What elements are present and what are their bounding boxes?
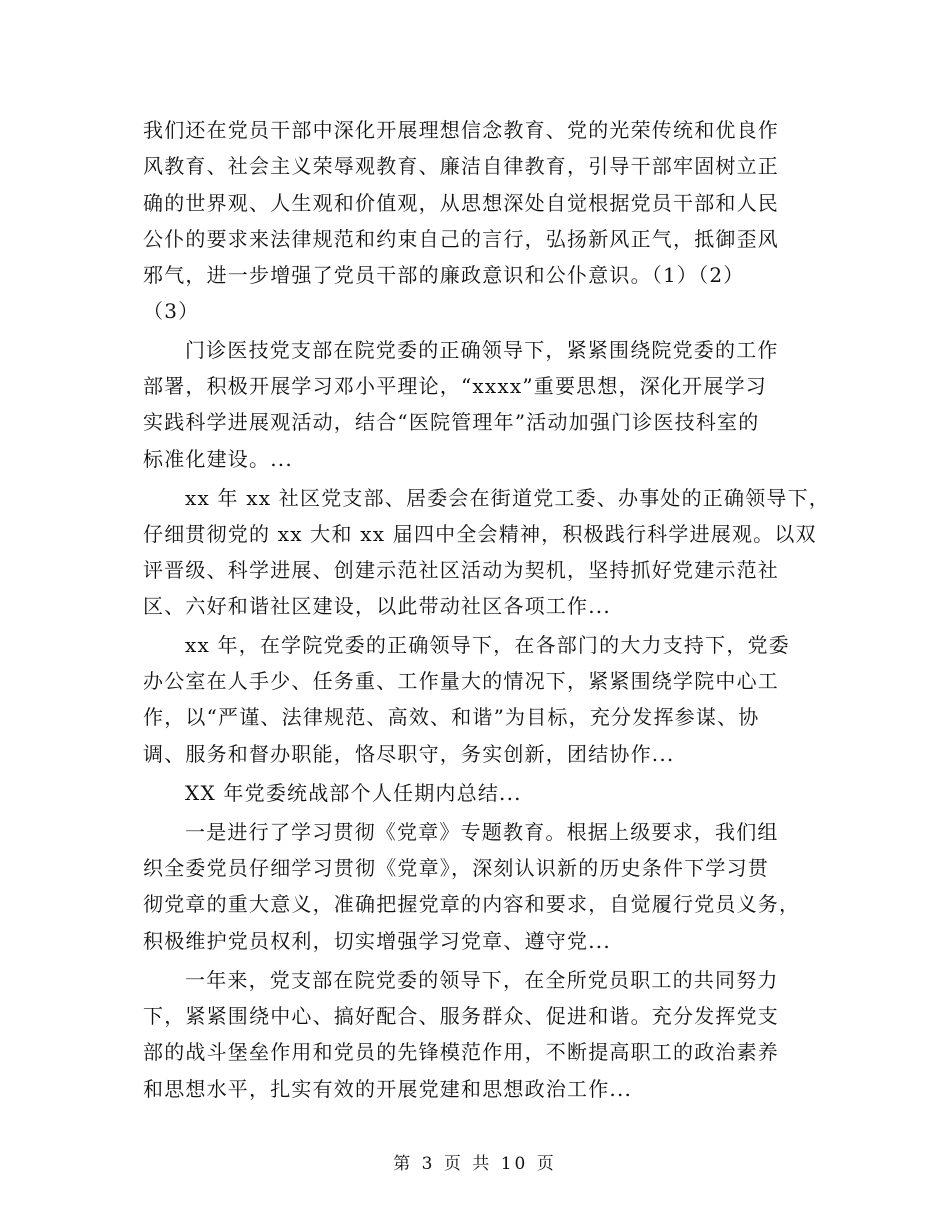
text-line: 和思想水平，扎实有效的开展党建和思想政治工作... bbox=[143, 1077, 633, 1101]
text-line: 织全委党员仔细学习贯彻《党章》，深刻认识新的历史条件下学习贯 bbox=[143, 856, 769, 880]
text-line: xx 年，在学院党委的正确领导下，在各部门的大力支持下，党委 bbox=[185, 633, 790, 657]
text-line: 积极维护党员权利，切实增强学习党章、遵守党... bbox=[143, 929, 611, 953]
text-line: 风教育、社会主义荣辱观教育、廉洁自律教育，引导干部牢固树立正 bbox=[143, 154, 779, 178]
text-line: 我们还在党员干部中深化开展理想信念教育、党的光荣传统和优良作 bbox=[143, 118, 779, 142]
text-line: 彻党章的重大意义，准确把握党章的内容和要求，自觉履行党员义务， bbox=[143, 892, 801, 916]
text-line: 办公室在人手少、任务重、工作量大的情况下，紧紧围绕学院中心工 bbox=[143, 669, 779, 693]
text-line: xx 年 xx 社区党支部、居委会在街道党工委、办事处的正确领导下， bbox=[185, 486, 830, 510]
text-line: 部的战斗堡垒作用和党员的先锋模范作用，不断提高职工的政治素养 bbox=[143, 1040, 779, 1064]
text-line: 邪气，进一步增强了党员干部的廉政意识和公仆意识。（1）（2） bbox=[143, 263, 745, 287]
text-line: 标准化建设。... bbox=[143, 447, 293, 471]
text-line: 公仆的要求来法律规范和约束自己的言行，弘扬新风正气，抵御歪风 bbox=[143, 227, 779, 251]
text-line: 一是进行了学习贯彻《党章》专题教育。根据上级要求，我们组 bbox=[185, 820, 779, 844]
text-line: 一年来，党支部在院党委的领导下，在全所党员职工的共同努力 bbox=[185, 968, 779, 992]
text-line: 门诊医技党支部在院党委的正确领导下，紧紧围绕院党委的工作 bbox=[185, 338, 779, 362]
text-line: 实践科学进展观活动，结合“医院管理年”活动加强门诊医技科室的 bbox=[143, 410, 760, 434]
text-line: 评晋级、科学进展、创建示范社区活动为契机，坚持抓好党建示范社 bbox=[143, 558, 779, 582]
page-number-footer: 第 3 页 共 10 页 bbox=[393, 1154, 557, 1174]
text-line: 作，以“严谨、法律规范、高效、和谐”为目标，充分发挥参谋、协 bbox=[143, 705, 760, 729]
text-line: 确的世界观、人生观和价值观，从思想深处自觉根据党员干部和人民 bbox=[143, 191, 779, 215]
text-line: 调、服务和督办职能，恪尽职守，务实创新，团结协作... bbox=[143, 742, 675, 766]
text-line: 区、六好和谐社区建设，以此带动社区各项工作... bbox=[143, 594, 611, 618]
text-line: 部署，积极开展学习邓小平理论，“xxxx”重要思想，深化开展学习 bbox=[143, 374, 767, 398]
text-line: XX 年党委统战部个人任期内总结... bbox=[185, 781, 522, 805]
text-line: 仔细贯彻党的 xx 大和 xx 届四中全会精神，积极践行科学进展观。以双 bbox=[143, 522, 817, 546]
text-line: 下，紧紧围绕中心、搞好配合、服务群众、促进和谐。充分发挥党支 bbox=[143, 1004, 779, 1028]
text-line: （3） bbox=[143, 299, 200, 323]
